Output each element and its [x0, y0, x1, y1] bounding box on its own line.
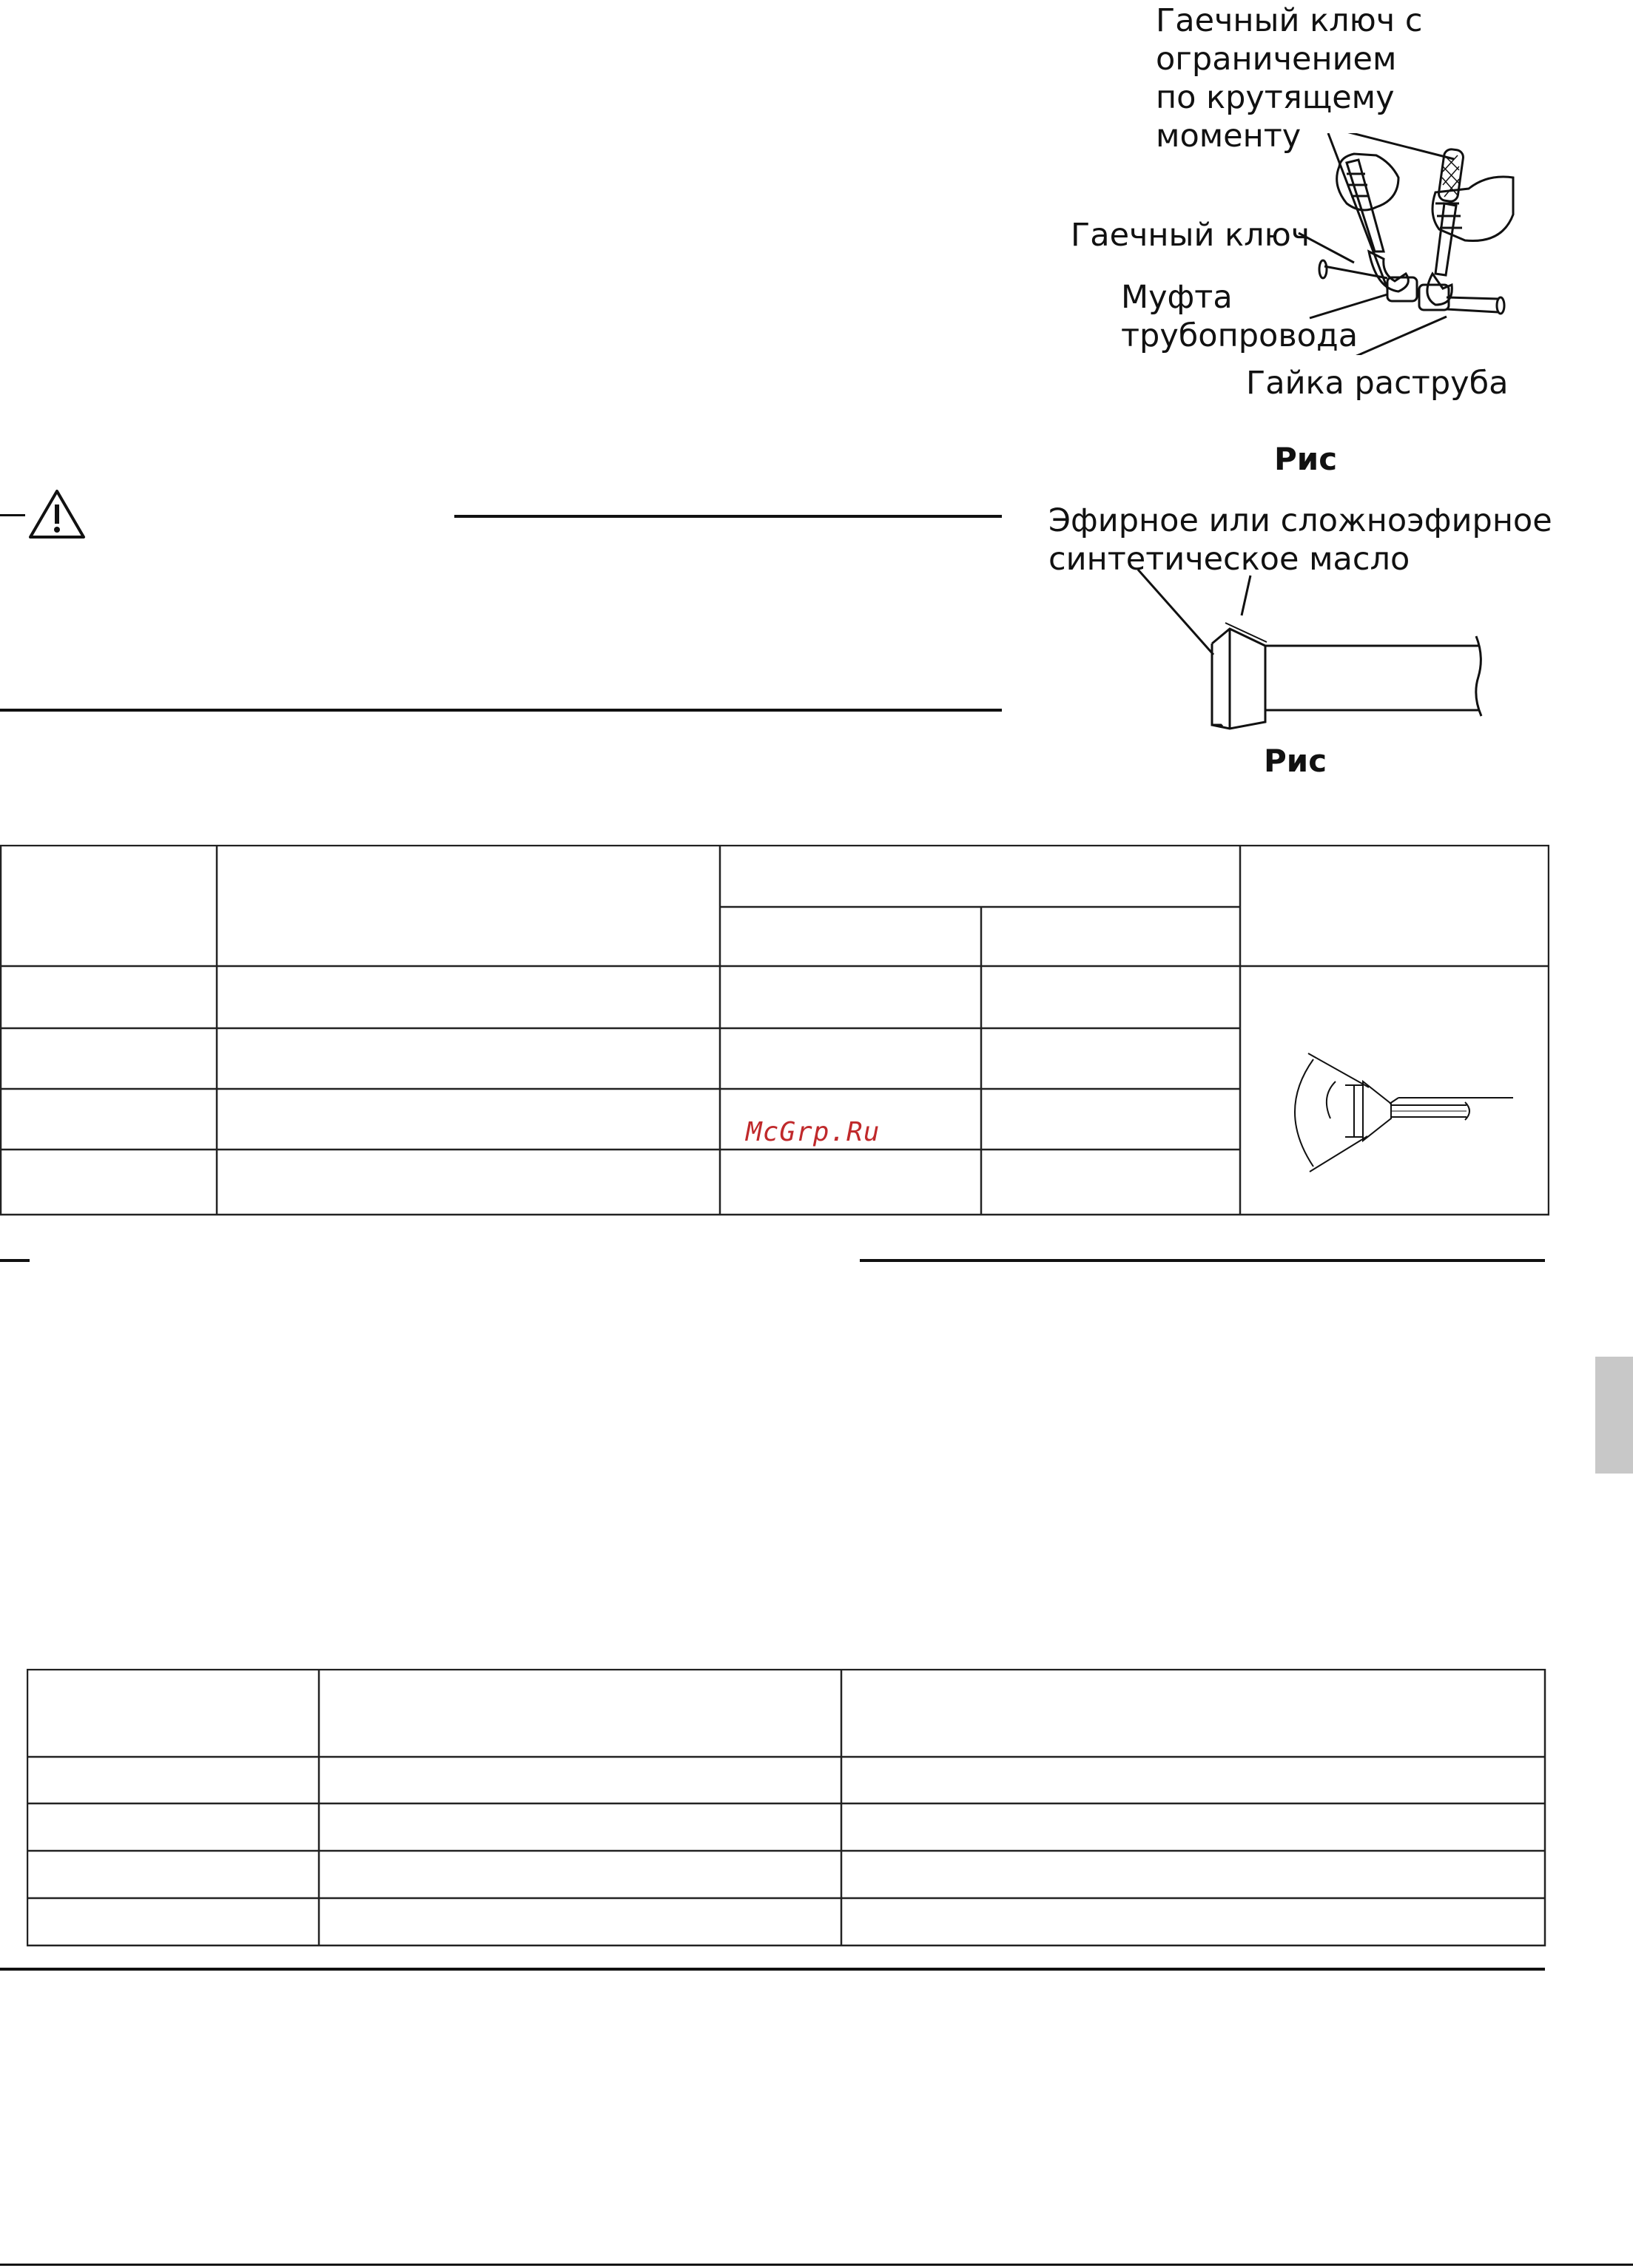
- label-torque-wrench: [1156, 1, 1422, 155]
- bottom-rule-2: [0, 2264, 1633, 2266]
- label-torque-wrench-line3: по крутящему: [1156, 79, 1395, 116]
- leader-oil-right: [1242, 576, 1250, 615]
- warning-rule-top: [454, 515, 1002, 518]
- label-pipe-coupling-line1: Муфта: [1121, 279, 1233, 316]
- label-synthetic-oil: [1048, 502, 1552, 578]
- wrench-illustration: [1287, 133, 1532, 355]
- bottom-rule-1: [0, 1968, 1545, 1971]
- label-torque-wrench-line1: Гаечный ключ с: [1156, 2, 1423, 39]
- warning-dash: [0, 514, 25, 516]
- torque-table: [27, 1669, 1546, 1947]
- page-side-tab: [1595, 1357, 1633, 1474]
- label-synthetic-oil-line2: синтетическое масло: [1048, 541, 1410, 578]
- leader-oil-left: [1138, 570, 1213, 655]
- leader-coupling: [1310, 294, 1387, 318]
- warning-rule-bottom: [0, 709, 1002, 712]
- label-flare-nut: Гайка раструба: [1246, 365, 1509, 402]
- figure1-caption: Рис: [1274, 441, 1338, 477]
- pipe-right: [1447, 297, 1504, 314]
- label-pipe-coupling-line2: трубопровода: [1121, 317, 1358, 354]
- section-dash: [0, 1259, 30, 1262]
- watermark: McGrp.Ru: [746, 1117, 881, 1147]
- warning-icon: [28, 488, 86, 540]
- section-rule: [860, 1259, 1545, 1262]
- figure2-caption: Рис: [1264, 743, 1327, 779]
- torque-wrench: [1427, 149, 1464, 305]
- flare-table: [0, 845, 1549, 1216]
- flare-angle-diagram: [1280, 1037, 1524, 1185]
- label-synthetic-oil-line1: Эфирное или сложноэфирное: [1048, 502, 1552, 539]
- leader-wrench: [1299, 233, 1354, 263]
- flared-pipe-illustration: [1125, 570, 1509, 740]
- leader-flare-nut: [1324, 317, 1447, 355]
- label-torque-wrench-line2: ограничением: [1156, 41, 1397, 78]
- label-wrench: Гаечный ключ: [1071, 217, 1310, 254]
- label-torque-wrench-line4: моменту: [1156, 118, 1302, 155]
